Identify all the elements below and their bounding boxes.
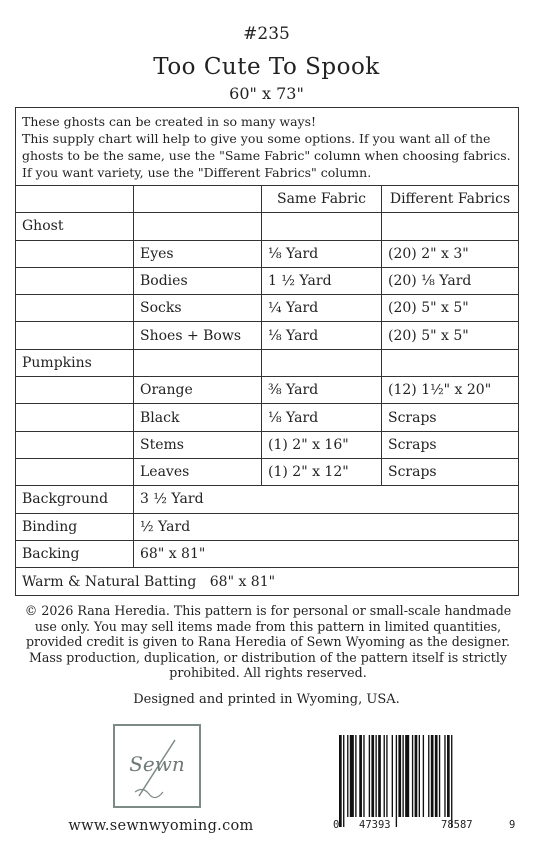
- row-same: ⅛ Yard: [262, 404, 382, 430]
- row-different: Scraps: [388, 436, 437, 453]
- table-row: [16, 213, 518, 240]
- intro-line-1: These ghosts can be created in so many ways!: [22, 114, 317, 129]
- row-different: (20) ⅛ Yard: [388, 273, 472, 290]
- sewn-logo: [113, 724, 201, 808]
- copyright-notice: © 2026 Rana Heredia. This pattern is for personal or small-scale handmade use only. You may sell items made from this pattern in limited quantities, provided credit is given to Rana Heredia of Sewn Wyoming as the designer. Mass production, duplication, or distribution of the pattern itself is strictly prohibited. All rights reserved.: [24, 603, 512, 681]
- row-different: Scraps: [388, 464, 437, 481]
- row-label: Backing: [16, 541, 134, 567]
- table-row-batting: [16, 568, 518, 595]
- row-value: 68" x 81": [140, 546, 206, 562]
- row-different: (20) 5" x 5": [388, 300, 469, 317]
- table-row: [16, 322, 518, 349]
- row-different: (12) 1½" x 20": [388, 382, 492, 399]
- row-value: 3 ½ Yard: [140, 491, 204, 508]
- table-row-background: [16, 486, 518, 513]
- row-item: Socks: [134, 295, 262, 321]
- table-row: [16, 268, 518, 295]
- row-group: Pumpkins: [16, 350, 134, 376]
- row-label: Background: [16, 486, 134, 512]
- barcode-icon: [335, 735, 515, 831]
- table-row: [16, 432, 518, 459]
- website-url: www.sewnwyoming.com: [68, 818, 254, 834]
- table-row: [16, 404, 518, 431]
- row-same: ⅛ Yard: [262, 322, 382, 348]
- batting-text: Warm & Natural Batting 68" x 81": [22, 573, 276, 590]
- logo-text: Sewn: [129, 752, 185, 776]
- row-same: ⅜ Yard: [262, 377, 382, 403]
- row-group: [16, 268, 134, 294]
- row-group: [16, 241, 134, 267]
- row-value: ½ Yard: [140, 518, 191, 535]
- table-row: [16, 459, 518, 486]
- intro-line-2: This supply chart will help to give you some options. If you want all of the ghosts to be the same, use the "Same Fabric" column when choosing fabrics. If you want variety, use the "Different Fabrics" column.: [22, 131, 511, 180]
- quilt-size: 60" x 73": [229, 84, 304, 103]
- row-same: ¼ Yard: [262, 295, 382, 321]
- row-same: [262, 213, 382, 239]
- table-row: [16, 241, 518, 268]
- row-different: (20) 5" x 5": [388, 327, 469, 344]
- row-item: Black: [134, 404, 262, 430]
- barcode-digit-first: 0: [333, 819, 340, 831]
- row-different: (20) 2" x 3": [388, 245, 469, 262]
- row-different: [382, 350, 518, 376]
- row-different: Scraps: [388, 409, 437, 426]
- pattern-title: Too Cute To Spook: [153, 54, 380, 80]
- chart-intro: [16, 108, 518, 186]
- row-group: [16, 295, 134, 321]
- row-different: [382, 213, 518, 239]
- barcode-digit-group-1: 47393: [359, 819, 391, 831]
- row-item: [134, 213, 262, 239]
- row-same: (1) 2" x 16": [262, 432, 382, 458]
- row-group: [16, 404, 134, 430]
- row-item: Shoes + Bows: [134, 322, 262, 348]
- row-group: [16, 432, 134, 458]
- row-group: [16, 322, 134, 348]
- supply-chart: [15, 107, 519, 596]
- row-label: Binding: [16, 514, 134, 540]
- row-item: Stems: [134, 432, 262, 458]
- row-same: ⅛ Yard: [262, 241, 382, 267]
- column-header-row: [16, 186, 518, 213]
- row-item: Leaves: [134, 459, 262, 485]
- row-same: (1) 2" x 12": [262, 459, 382, 485]
- barcode-digit-group-2: 78587: [441, 819, 473, 831]
- column-header-different: Different Fabrics: [389, 191, 511, 208]
- table-row: [16, 350, 518, 377]
- column-header-same: Same Fabric: [262, 186, 382, 212]
- row-item: [134, 350, 262, 376]
- row-group: [16, 459, 134, 485]
- row-same: 1 ½ Yard: [262, 268, 382, 294]
- pattern-number: #235: [243, 24, 290, 44]
- barcode-digit-last: 9: [509, 819, 516, 831]
- row-item: Bodies: [134, 268, 262, 294]
- row-item: Eyes: [134, 241, 262, 267]
- row-same: [262, 350, 382, 376]
- table-row-binding: [16, 514, 518, 541]
- table-row: [16, 377, 518, 404]
- row-group: [16, 377, 134, 403]
- table-row: [16, 295, 518, 322]
- row-item: Orange: [134, 377, 262, 403]
- row-group: Ghost: [16, 213, 134, 239]
- table-row-backing: [16, 541, 518, 568]
- designed-in-text: Designed and printed in Wyoming, USA.: [133, 692, 400, 707]
